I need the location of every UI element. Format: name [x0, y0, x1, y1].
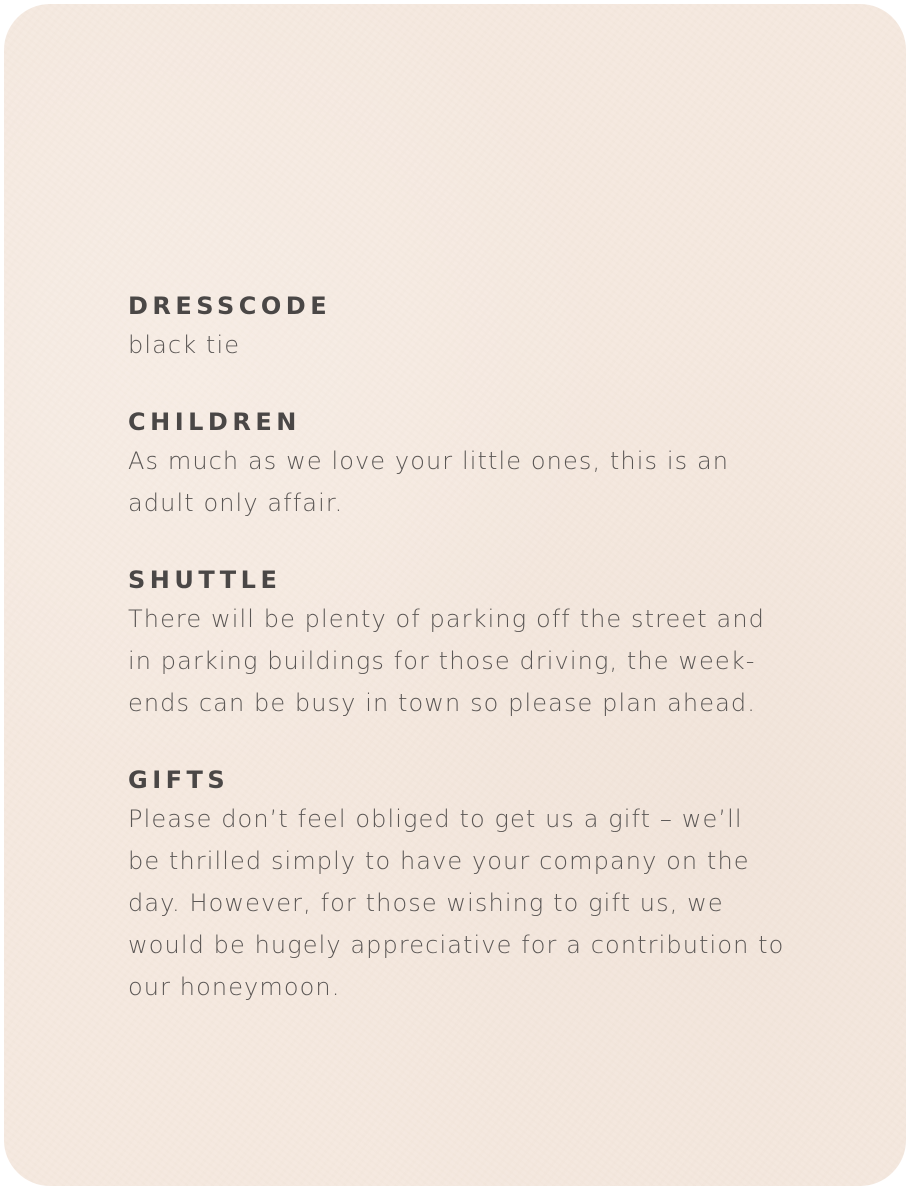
- section-heading-gifts: GIFTS: [128, 766, 230, 794]
- section-line: As much as we love your little ones, this is an: [128, 447, 730, 475]
- section-line: black tie: [128, 331, 241, 359]
- section-heading-shuttle: SHUTTLE: [128, 566, 282, 594]
- section-line: our honeymoon.: [128, 973, 341, 1001]
- section-line: would be hugely appreciative for a contribution to: [128, 931, 785, 959]
- section-heading-dresscode: DRESSCODE: [128, 292, 332, 320]
- section-line: There will be plenty of parking off the street and: [128, 605, 765, 633]
- section-gifts: [128, 762, 818, 1008]
- details-content: [128, 288, 818, 1046]
- invitation-card: [4, 4, 906, 1186]
- section-line: day. However, for those wishing to gift us, we: [128, 889, 724, 917]
- section-line: be thrilled simply to have your company on the: [128, 847, 750, 875]
- section-children: [128, 404, 818, 524]
- section-line: in parking buildings for those driving, the week-: [128, 647, 756, 675]
- section-shuttle: [128, 562, 818, 724]
- section-dresscode: [128, 288, 818, 366]
- section-heading-children: CHILDREN: [128, 408, 301, 436]
- section-line: Please don’t feel obliged to get us a gift – we’ll: [128, 805, 743, 833]
- section-line: adult only affair.: [128, 489, 344, 517]
- section-line: ends can be busy in town so please plan ahead.: [128, 689, 756, 717]
